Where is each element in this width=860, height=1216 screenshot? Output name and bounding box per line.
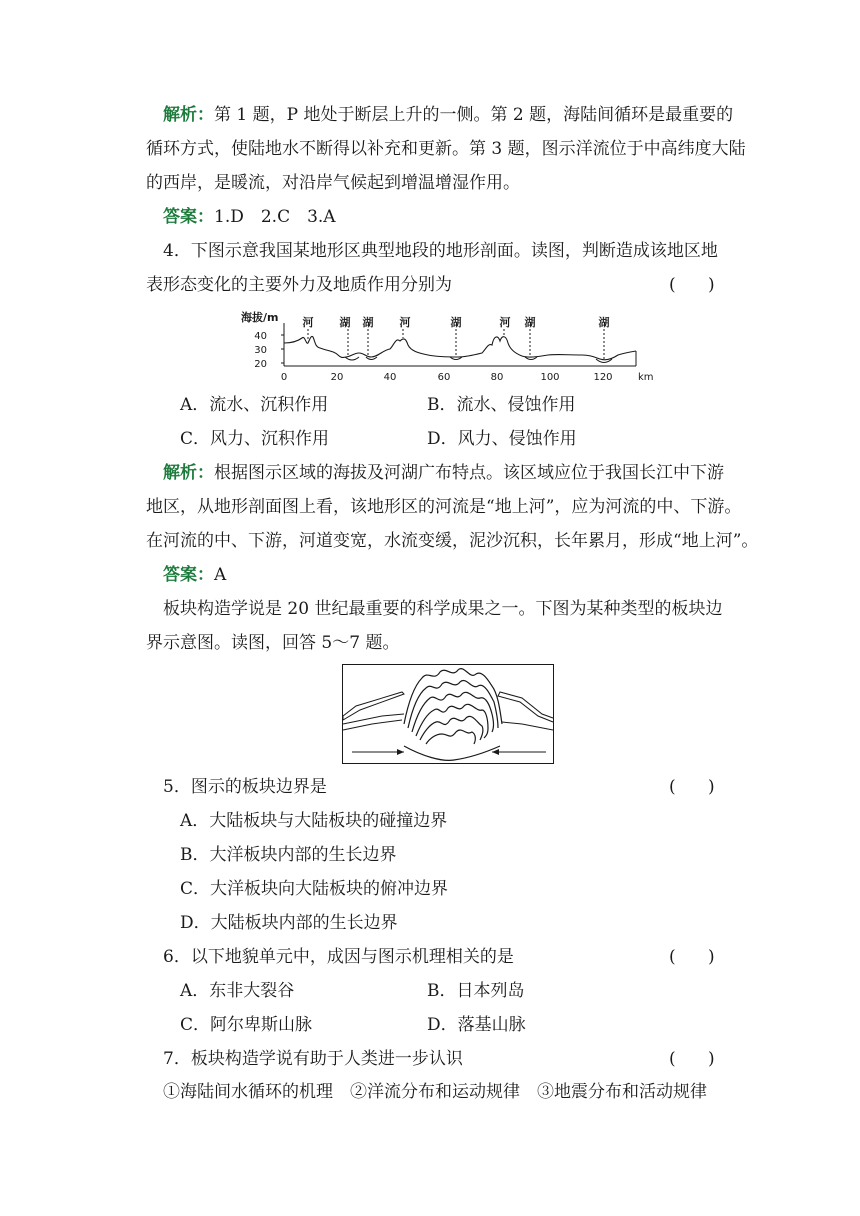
answer-blank-5[interactable]: ( ) bbox=[669, 777, 715, 797]
answer-value: 1.D 2.C 3.A bbox=[214, 207, 336, 227]
answer-label: 答案： bbox=[163, 207, 214, 227]
lake-basin-1 bbox=[345, 357, 359, 360]
question-6-stem: 6．以下地貌单元中，成因与图示机理相关的是 bbox=[163, 947, 514, 967]
ytick-20: 20 bbox=[254, 359, 267, 370]
xtick: 80 bbox=[490, 372, 504, 383]
answer-4 bbox=[163, 563, 226, 587]
intro-line-2: 界示意图。读图，回答 5～7 题。 bbox=[146, 633, 400, 653]
option-6a[interactable]: A．东非大裂谷 bbox=[180, 981, 295, 1001]
label-lake: 湖 bbox=[339, 316, 351, 329]
explanation-1-line-2: 循环方式，使陆地水不断得以补充和更新。第 3 题，图示洋流位于中高纬度大陆 bbox=[146, 139, 746, 159]
xtick: 0 bbox=[280, 372, 288, 383]
answer-blank-6[interactable]: ( ) bbox=[669, 947, 715, 967]
xtick: 40 bbox=[383, 372, 397, 383]
option-6b[interactable]: B．日本列岛 bbox=[427, 981, 525, 1001]
label-lake: 湖 bbox=[450, 316, 462, 329]
option-4c[interactable]: C．风力、沉积作用 bbox=[180, 429, 330, 449]
profile-ylabel: 海拔/m bbox=[241, 311, 279, 324]
option-5d[interactable]: D．大陆板块内部的生长边界 bbox=[180, 913, 398, 933]
option-4b[interactable]: B．流水、侵蚀作用 bbox=[427, 395, 576, 415]
question-7-items: ①海陆间水循环的机理 ②洋流分布和运动规律 ③地震分布和活动规律 bbox=[163, 1082, 707, 1102]
xtick: 20 bbox=[330, 372, 344, 383]
intro-line-1: 板块构造学说是 20 世纪最重要的科学成果之一。下图为某种类型的板块边 bbox=[163, 599, 723, 619]
label-river: 河 bbox=[302, 316, 314, 329]
label-river: 河 bbox=[499, 316, 511, 329]
explanation-1-line-1: 解析：第 1 题，P 地处于断层上升的一侧。第 2 题，海陆间循环是最重要的 bbox=[163, 105, 734, 125]
question-4-line-2: 表形态变化的主要外力及地质作用分别为 bbox=[146, 275, 452, 295]
explanation-4-line-1: 解析：根据图示区域的海拔及河湖广布特点。该区域应位于我国长江中下游 bbox=[163, 463, 724, 483]
option-6d[interactable]: D．落基山脉 bbox=[427, 1015, 526, 1035]
explanation-4-line-2: 地区，从地形剖面图上看，该地形区的河流是“地上河”，应为河流的中、下游。 bbox=[146, 497, 742, 517]
question-4-line-1: 4．下图示意我国某地形区典型地段的地形剖面。读图，判断造成该地区地 bbox=[163, 241, 718, 261]
question-7-stem: 7．板块构造学说有助于人类进一步认识 bbox=[163, 1049, 463, 1069]
explanation-label: 解析： bbox=[163, 463, 214, 483]
option-4a[interactable]: A．流水、沉积作用 bbox=[180, 395, 329, 415]
option-4d[interactable]: D．风力、侵蚀作用 bbox=[427, 429, 577, 449]
answer-value: A bbox=[214, 565, 227, 585]
terrain-line bbox=[284, 336, 636, 359]
label-lake: 湖 bbox=[598, 316, 610, 329]
xunit: km bbox=[638, 372, 654, 383]
ytick-40: 40 bbox=[254, 331, 267, 342]
answer-blank-7[interactable]: ( ) bbox=[669, 1049, 715, 1069]
option-5a[interactable]: A．大陆板块与大陆板块的碰撞边界 bbox=[180, 811, 448, 831]
ytick-30: 30 bbox=[254, 345, 267, 356]
answer-blank-4[interactable]: ( ) bbox=[669, 275, 715, 295]
label-river: 河 bbox=[399, 316, 411, 329]
terrain-profile-figure bbox=[238, 305, 658, 385]
answer-label: 答案： bbox=[163, 565, 214, 585]
xtick: 120 bbox=[593, 372, 613, 383]
option-5b[interactable]: B．大洋板块内部的生长边界 bbox=[180, 845, 397, 865]
label-lake: 湖 bbox=[362, 316, 374, 329]
explanation-label: 解析： bbox=[163, 105, 214, 125]
option-6c[interactable]: C．阿尔卑斯山脉 bbox=[180, 1015, 313, 1035]
question-5-stem: 5．图示的板块边界是 bbox=[163, 777, 327, 797]
answer-1 bbox=[163, 205, 336, 229]
label-lake: 湖 bbox=[524, 316, 536, 329]
explanation-4-line-3: 在河流的中、下游，河道变宽，水流变缓，泥沙沉积，长年累月，形成“地上河”。 bbox=[146, 531, 759, 551]
plate-boundary-figure bbox=[342, 664, 554, 764]
xtick: 100 bbox=[540, 372, 560, 383]
xtick: 60 bbox=[437, 372, 451, 383]
explanation-1-line-3: 的西岸，是暖流，对沿岸气候起到增温增湿作用。 bbox=[146, 173, 520, 193]
option-5c[interactable]: C．大洋板块向大陆板块的俯冲边界 bbox=[180, 879, 449, 899]
